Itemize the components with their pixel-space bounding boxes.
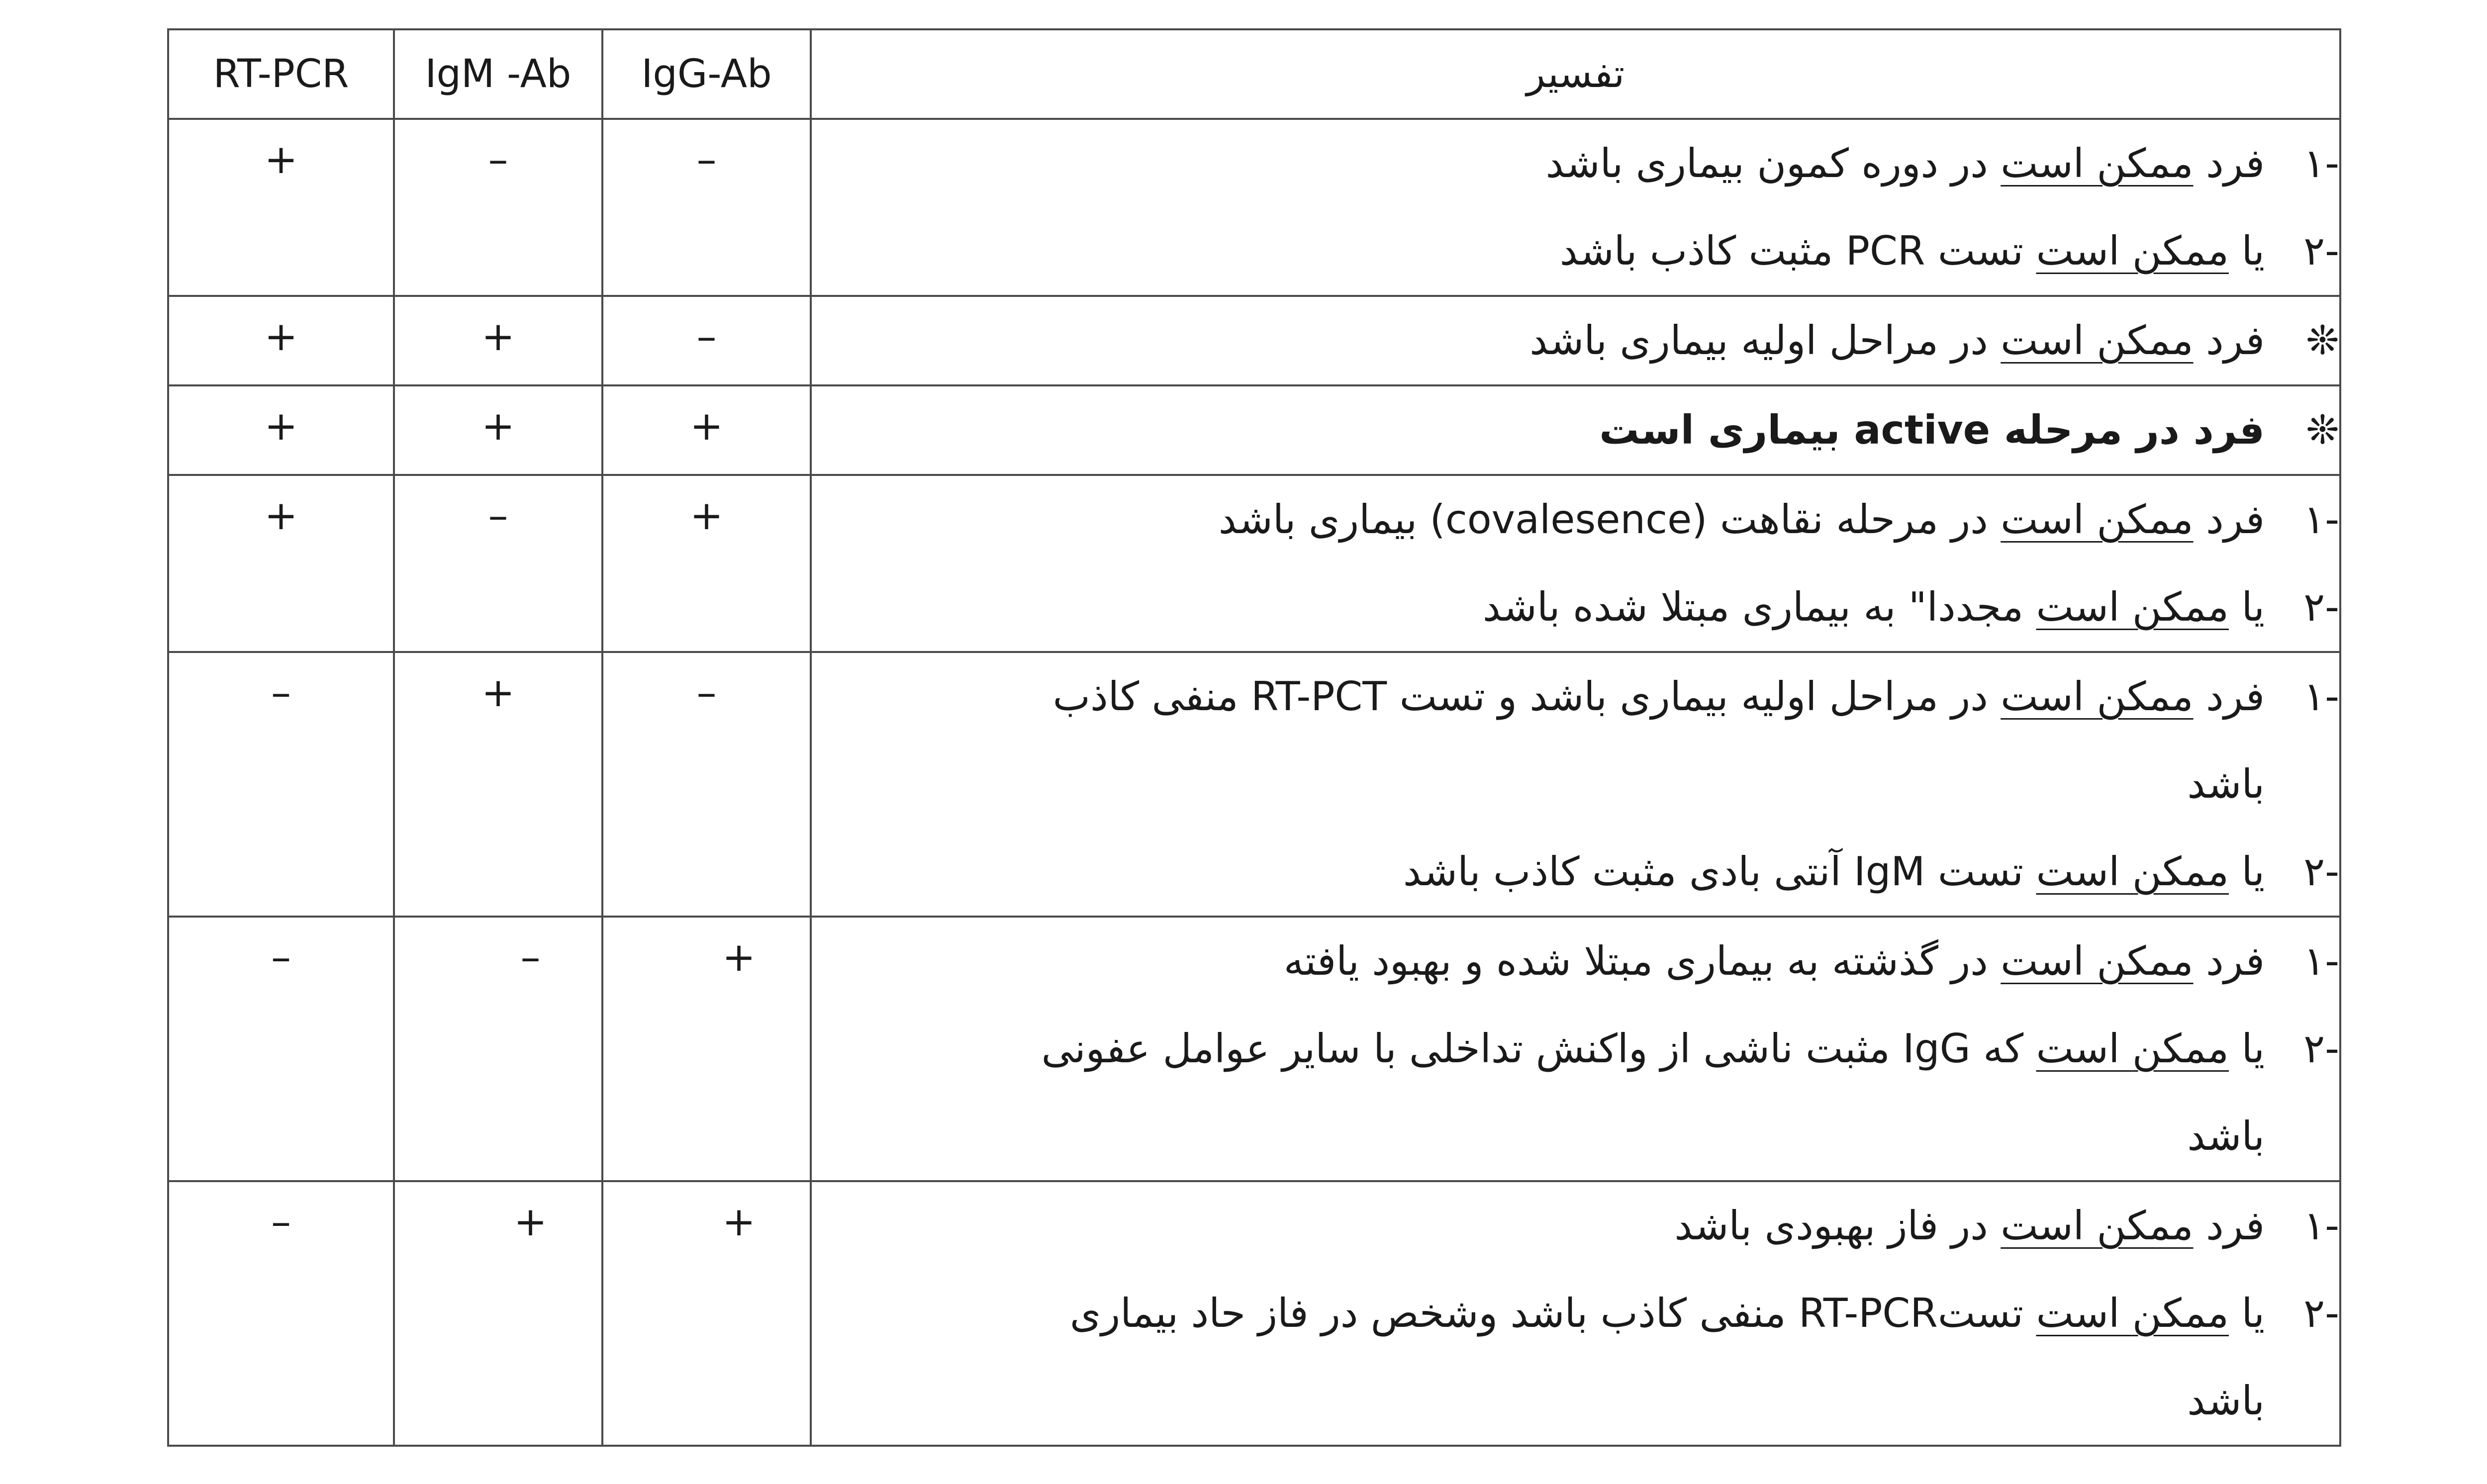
igg-cell: [602, 1181, 811, 1446]
underlined-phrase: ممکن است: [2001, 1203, 2194, 1249]
interpretation-text: [1546, 120, 2265, 207]
list-marker: -۲: [2303, 1290, 2339, 1336]
igm-result: –: [520, 934, 541, 980]
interpretation-line: [812, 297, 2339, 384]
rtpcr-cell: [168, 385, 394, 475]
interpretation-cell: [811, 296, 2340, 385]
text-rest: که IgG مثبت ناشی از واکنش تداخلی با سایر عوامل عفونی: [1041, 1025, 2036, 1072]
underlined-phrase: ممکن است: [2036, 848, 2229, 895]
header-row: [168, 29, 2340, 119]
table-row: [168, 1181, 2340, 1446]
list-marker: -۲: [2303, 584, 2339, 630]
interpretation-text: [2187, 741, 2265, 828]
rtpcr-cell: [168, 475, 394, 652]
interpretation-line: [812, 828, 2339, 916]
text-lead: فرد: [2193, 1203, 2265, 1249]
list-marker: ❊: [2305, 317, 2339, 364]
igg-result: +: [689, 492, 724, 539]
underlined-phrase: ممکن است: [2001, 140, 2194, 186]
text-lead: یا: [2228, 848, 2265, 895]
igg-cell: [602, 475, 811, 652]
list-marker: -۱: [2303, 140, 2339, 186]
text-lead: فرد: [2193, 673, 2265, 720]
text-rest: در گذشته به بیماری مبتلا شده و بهبود یافته: [1283, 938, 2001, 984]
interpretation-cell: [811, 475, 2340, 652]
antibody-pcr-interpretation-table: [167, 28, 2341, 1447]
list-marker: -۱: [2303, 1203, 2339, 1249]
igm-cell: [394, 475, 602, 652]
underlined-phrase: ممکن است: [2036, 1290, 2229, 1336]
igm-cell: [394, 296, 602, 385]
interpretation-text: [2187, 1357, 2265, 1445]
interpretation-line: [812, 1093, 2339, 1180]
igg-cell: [602, 296, 811, 385]
text-lead: باشد: [2187, 1113, 2265, 1159]
text-lead: یا: [2228, 1290, 2265, 1336]
igg-cell: [602, 385, 811, 475]
igm-cell: [394, 1181, 602, 1446]
header-igg: [602, 29, 811, 119]
text-lead: فرد: [2193, 496, 2265, 543]
header-rtpcr: [168, 29, 394, 119]
igg-result: –: [696, 313, 717, 360]
table-row: [168, 652, 2340, 917]
interpretation-cell: [811, 1181, 2340, 1446]
rtpcr-result: –: [271, 669, 291, 716]
igg-result: +: [722, 934, 756, 980]
interpretation-text: [1560, 207, 2265, 295]
table-row: [168, 385, 2340, 475]
text-rest: در دوره کمون بیماری باشد: [1545, 140, 2001, 186]
text-rest: مجددا" به بیماری مبتلا شده باشد: [1482, 584, 2036, 630]
table-row: [168, 296, 2340, 385]
interpretation-text: [1219, 476, 2265, 563]
interpretation-line: [812, 476, 2339, 563]
underlined-phrase: ممکن است: [2001, 317, 2194, 364]
rtpcr-result: +: [264, 313, 298, 360]
interpretation-cell: [811, 385, 2340, 475]
header-igg-label: IgG-Ab: [641, 52, 772, 96]
list-marker: -۱: [2303, 938, 2339, 984]
text-lead: یا: [2228, 584, 2265, 630]
text-rest: تست PCR مثبت کاذب باشد: [1559, 228, 2036, 274]
interpretation-line: [812, 1182, 2339, 1270]
igm-result: +: [481, 669, 515, 716]
interpretation-text: [1530, 297, 2265, 384]
igm-result: –: [488, 136, 508, 183]
list-marker: -۲: [2303, 228, 2339, 274]
underlined-phrase: ممکن است: [2001, 496, 2194, 543]
interpretation-text: [1284, 918, 2265, 1005]
interpretation-text: [1403, 828, 2265, 916]
interpretation-line: [812, 1357, 2339, 1445]
text-lead: فرد: [2193, 938, 2265, 984]
interpretation-line: [812, 120, 2339, 207]
header-igm-label: IgM -Ab: [425, 52, 572, 96]
interpretation-line: [812, 918, 2339, 1005]
igg-result: –: [696, 669, 717, 716]
table-row: [168, 475, 2340, 652]
igm-cell: [394, 385, 602, 475]
interpretation-cell: [811, 917, 2340, 1181]
rtpcr-result: –: [271, 934, 291, 980]
list-marker: -۲: [2303, 1025, 2339, 1072]
underlined-phrase: ممکن است: [2001, 673, 2194, 720]
rtpcr-result: –: [271, 1199, 291, 1245]
igg-result: +: [722, 1199, 756, 1245]
interpretation-text: [1070, 1270, 2265, 1357]
rtpcr-cell: [168, 119, 394, 296]
interpretation-line: [812, 1270, 2339, 1357]
text-lead: فرد در مرحله active بیماری است: [1599, 407, 2265, 453]
interpretation-line: [812, 563, 2339, 651]
rtpcr-result: +: [264, 403, 298, 449]
rtpcr-cell: [168, 652, 394, 917]
header-interpretation-label: تفسیر: [1526, 52, 1625, 96]
list-marker: ❊: [2305, 407, 2339, 453]
igm-result: +: [481, 313, 515, 360]
header-igm: [394, 29, 602, 119]
igm-cell: [394, 119, 602, 296]
interpretation-text: [1599, 386, 2265, 474]
igm-result: –: [488, 492, 508, 539]
text-rest: تست IgM آنتی بادی مثبت کاذب باشد: [1403, 848, 2036, 895]
rtpcr-cell: [168, 917, 394, 1181]
header-rtpcr-label: RT-PCR: [213, 52, 349, 96]
interpretation-line: [812, 386, 2339, 474]
interpretation-text: [1674, 1182, 2265, 1270]
igg-cell: [602, 119, 811, 296]
text-rest: تستRT-PCR منفی کاذب باشد وشخص در فاز حاد بیماری: [1069, 1290, 2036, 1336]
text-rest: در مراحل اولیه بیماری باشد و تست RT-PCT منفی کاذب: [1052, 673, 2001, 720]
table-row: [168, 917, 2340, 1181]
text-rest: در مراحل اولیه بیماری باشد: [1530, 317, 2001, 364]
igg-result: +: [689, 403, 724, 449]
underlined-phrase: ممکن است: [2036, 1025, 2229, 1072]
igm-cell: [394, 652, 602, 917]
interpretation-line: [812, 207, 2339, 295]
interpretation-line: [812, 653, 2339, 741]
interpretation-cell: [811, 119, 2340, 296]
igm-result: +: [481, 403, 515, 449]
interpretation-text: [2187, 1093, 2265, 1180]
interpretation-text: [1042, 1005, 2265, 1093]
text-rest: در مرحله نقاهت (covalesence) بیماری باشد: [1218, 496, 2001, 543]
rtpcr-cell: [168, 1181, 394, 1446]
igm-cell: [394, 917, 602, 1181]
igm-result: +: [513, 1199, 548, 1245]
list-marker: -۱: [2303, 673, 2339, 720]
rtpcr-result: +: [264, 136, 298, 183]
igg-cell: [602, 652, 811, 917]
list-marker: -۱: [2303, 496, 2339, 543]
text-lead: یا: [2228, 1025, 2265, 1072]
text-lead: فرد: [2193, 317, 2265, 364]
rtpcr-result: +: [264, 492, 298, 539]
underlined-phrase: ممکن است: [2001, 938, 2194, 984]
interpretation-text: [1053, 653, 2265, 741]
rtpcr-cell: [168, 296, 394, 385]
interpretation-cell: [811, 652, 2340, 917]
text-lead: یا: [2228, 228, 2265, 274]
text-lead: باشد: [2187, 1378, 2265, 1424]
list-marker: -۲: [2303, 848, 2339, 895]
interpretation-text: [1483, 563, 2265, 651]
header-interpretation: [811, 29, 2340, 119]
igg-result: –: [696, 136, 717, 183]
underlined-phrase: ممکن است: [2036, 584, 2229, 630]
table-row: [168, 119, 2340, 296]
text-rest: در فاز بهبودی باشد: [1674, 1203, 2001, 1249]
text-lead: فرد: [2193, 140, 2265, 186]
interpretation-line: [812, 1005, 2339, 1093]
underlined-phrase: ممکن است: [2036, 228, 2229, 274]
igg-cell: [602, 917, 811, 1181]
interpretation-line: [812, 741, 2339, 828]
text-lead: باشد: [2187, 761, 2265, 807]
